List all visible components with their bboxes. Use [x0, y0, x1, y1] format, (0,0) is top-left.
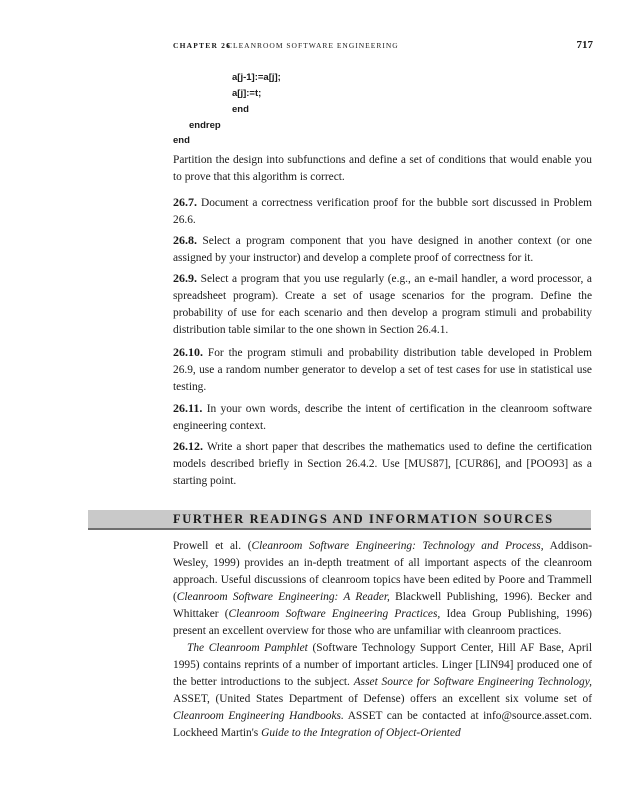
problem-text: Write a short paper that describes the mathematics used to define the certification models described briefly in Section 26.4.2. Use [MUS87], [CUR86], and [POO93] as a starting point.	[173, 441, 592, 487]
page-number: 717	[576, 39, 593, 51]
problem-26-9	[173, 270, 592, 339]
problem-number: 26.7.	[173, 195, 197, 209]
code-line: endrep	[189, 120, 221, 131]
problem-text: For the program stimuli and probability distribution table developed in Problem 26.9, use a random number generator to develop a set of test cases for use in statistical use testing.	[173, 347, 592, 393]
intro-paragraph: Partition the design into subfunctions and define a set of conditions that would enable you to prove that this algorithm is correct.	[173, 154, 592, 183]
running-header	[173, 40, 593, 54]
code-line: end	[173, 135, 190, 146]
problem-26-11	[173, 400, 592, 435]
problem-number: 26.10.	[173, 345, 203, 359]
readings-paragraph-1: Prowell et al. (Cleanroom Software Engineering: Technology and Process, Addison-Wesley, 1999) provides an in-depth treatment of all important aspects of the cleanroom approach. Useful discussions of cleanroom topics have been edited by Poore and Trammell (Cleanroom Software Engineering: A Reader, Blackwell Publishing, 1996). Becker and Whittaker (Cleanroom Software Engineering Practices, Idea Group Publishing, 1996) present an excellent overview for those who are unfamiliar with cleanroom practices.	[173, 540, 592, 637]
problem-text: Select a program that you use regularly (e.g., an e-mail handler, a word processor, a spreadsheet program). Create a set of usage scenarios for the program. Define the probability of use for each scenario and then develop a program stimuli and probability distribution table similar to the one shown in Section 26.4.1.	[173, 273, 592, 336]
further-readings	[173, 538, 592, 742]
section-heading: FURTHER READINGS AND INFORMATION SOURCES	[173, 512, 554, 526]
problem-number: 26.9.	[173, 271, 197, 285]
problem-number: 26.11.	[173, 401, 203, 415]
problem-26-7	[173, 194, 592, 229]
problem-text: Select a program component that you have designed in another context (or one assigned by your instructor) and develop a complete proof of correctness for it.	[173, 235, 592, 264]
problem-text: In your own words, describe the intent of certification in the cleanroom software engineering context.	[173, 403, 592, 432]
problem-number: 26.12.	[173, 439, 203, 453]
readings-paragraph-2: The Cleanroom Pamphlet (Software Technology Support Center, Hill AF Base, April 1995) contains reprints of a number of important articles. Linger [LIN94] produced one of the better introductions to the subject. Asset Source for Software Engineering Technology, ASSET, (United States Department of Defense) offers an excellent six volume set of Cleanroom Engineering Handbooks. ASSET can be contacted at info@source.asset.com. Lockheed Martin's Guide to the Integration of Object-Oriented	[173, 642, 592, 739]
problem-number: 26.8.	[173, 233, 197, 247]
code-line: end	[232, 104, 249, 115]
code-line: a[j-1]:=a[j];	[232, 72, 281, 83]
problem-text: Document a correctness verification proof for the bubble sort discussed in Problem 26.6.	[173, 197, 592, 226]
problem-26-8	[173, 232, 592, 267]
code-line: a[j]:=t;	[232, 88, 262, 99]
problem-26-12	[173, 438, 592, 490]
chapter-label: CHAPTER 26	[173, 41, 232, 50]
problem-26-10	[173, 344, 592, 396]
chapter-title: CLEANROOM SOFTWARE ENGINEERING	[227, 41, 399, 50]
